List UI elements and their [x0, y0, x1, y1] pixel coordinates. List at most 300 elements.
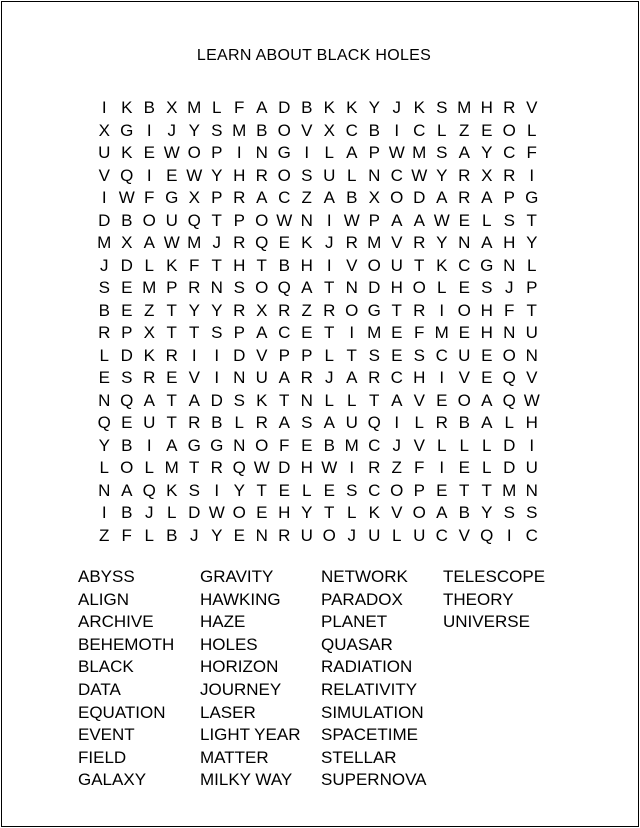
grid-letter: S — [211, 323, 223, 342]
grid-letter: E — [481, 120, 493, 140]
grid-letter: I — [214, 480, 220, 500]
grid-letter: O — [367, 255, 381, 275]
grid-letter: A — [436, 503, 448, 522]
grid-letter: B — [166, 525, 178, 545]
grid-letter: O — [502, 120, 516, 140]
grid-letter: C — [503, 143, 516, 162]
grid-letter: R — [300, 368, 313, 387]
grid-letter: M — [97, 233, 112, 252]
grid-letter: E — [121, 278, 133, 297]
grid-letter: G — [525, 188, 539, 207]
grid-letter: P — [413, 480, 425, 500]
grid-letter: B — [278, 255, 290, 275]
grid-letter: O — [255, 278, 269, 297]
grid-letter: G — [120, 120, 134, 140]
grid-letter: Z — [301, 188, 312, 207]
grid-letter: S — [436, 98, 448, 117]
grid-letter: W — [523, 390, 540, 410]
grid-letter: X — [143, 323, 155, 342]
grid-letter: F — [144, 188, 155, 207]
grid-letter: D — [120, 345, 133, 365]
grid-letter: V — [526, 368, 538, 387]
grid-letter: R — [233, 188, 246, 207]
grid-letter: E — [166, 368, 178, 387]
grid-letter: E — [98, 368, 110, 387]
grid-letter: W — [276, 210, 293, 230]
grid-letter: I — [326, 255, 332, 275]
grid-letter: E — [481, 368, 493, 387]
grid-letter: H — [233, 255, 246, 275]
grid-letter: D — [278, 98, 291, 117]
grid-letter: O — [412, 503, 426, 522]
grid-letter: U — [98, 143, 111, 162]
grid-letter: I — [529, 165, 535, 185]
grid-letter: T — [279, 390, 290, 410]
grid-letter: A — [143, 233, 155, 252]
grid-letter: B — [211, 413, 223, 432]
word-list-item: TELESCOPE — [443, 567, 546, 586]
grid-letter: O — [255, 435, 269, 455]
grid-letter: P — [278, 345, 290, 365]
grid-letter: R — [503, 165, 516, 185]
grid-letter: Y — [188, 300, 200, 320]
grid-letter: I — [394, 413, 400, 432]
grid-letter: A — [278, 368, 290, 387]
grid-letter: U — [390, 255, 403, 275]
grid-letter: Y — [211, 525, 223, 545]
grid-letter: S — [413, 345, 425, 365]
grid-letter: O — [322, 525, 336, 545]
grid-letter: Q — [120, 165, 134, 185]
grid-letter: L — [392, 525, 402, 545]
grid-letter: L — [234, 413, 244, 432]
grid-letter: W — [343, 210, 360, 230]
grid-letter: K — [323, 98, 335, 117]
grid-letter: S — [481, 278, 493, 297]
grid-letter: U — [458, 345, 471, 365]
grid-letter: B — [98, 300, 110, 320]
grid-letter: G — [277, 143, 291, 162]
word-list-item: PARADOX — [321, 589, 403, 609]
grid-letter: K — [436, 255, 448, 275]
grid-letter: D — [413, 188, 426, 207]
grid-letter: D — [120, 255, 133, 275]
grid-letter: K — [166, 255, 178, 275]
word-list-item: ARCHIVE — [78, 612, 154, 632]
grid-letter: B — [301, 98, 313, 117]
grid-letter: H — [300, 458, 313, 477]
grid-letter: H — [480, 323, 493, 342]
grid-letter: D — [210, 390, 223, 410]
grid-letter: S — [436, 143, 448, 162]
grid-letter: O — [390, 480, 404, 500]
grid-letter: N — [503, 255, 516, 275]
grid-letter: K — [166, 480, 178, 500]
grid-letter: Y — [233, 480, 245, 500]
grid-letter: S — [368, 345, 380, 365]
grid-letter: C — [390, 165, 403, 185]
grid-letter: P — [211, 188, 223, 207]
grid-letter: L — [482, 210, 492, 230]
grid-letter: E — [278, 480, 290, 500]
grid-letter: J — [325, 368, 334, 387]
grid-letter: N — [255, 525, 268, 545]
grid-letter: A — [481, 413, 493, 432]
grid-letter: B — [458, 413, 470, 432]
grid-letter: L — [144, 458, 154, 477]
grid-letter: S — [98, 278, 110, 297]
grid-letter: J — [167, 120, 176, 140]
grid-letter: R — [458, 188, 471, 207]
grid-letter: P — [233, 323, 245, 342]
grid-letter: M — [367, 233, 382, 252]
grid-letter: A — [323, 413, 335, 432]
grid-letter: R — [233, 233, 246, 252]
grid-letter: M — [502, 480, 517, 500]
grid-letter: V — [256, 345, 268, 365]
grid-letter: E — [458, 323, 470, 342]
grid-letter: Q — [255, 233, 269, 252]
grid-letter: O — [142, 210, 156, 230]
grid-letter: A — [256, 323, 268, 342]
grid-letter: N — [525, 480, 538, 500]
grid-letter: F — [189, 255, 200, 275]
grid-letter: K — [256, 390, 268, 410]
grid-letter: L — [482, 458, 492, 477]
grid-letter: C — [345, 120, 358, 140]
letter-grid — [93, 97, 543, 547]
word-list-item: EVENT — [78, 725, 135, 745]
grid-letter: G — [480, 255, 494, 275]
grid-letter: T — [324, 503, 335, 522]
grid-letter: A — [256, 188, 268, 207]
word-list-item: BEHEMOTH — [78, 634, 175, 654]
grid-letter: L — [482, 435, 492, 455]
grid-letter: E — [166, 165, 178, 185]
grid-letter: H — [278, 503, 291, 522]
grid-letter: O — [232, 503, 246, 522]
grid-letter: V — [526, 98, 538, 117]
grid-letter: A — [413, 210, 425, 230]
grid-letter: C — [390, 368, 403, 387]
grid-letter: E — [391, 323, 403, 342]
grid-letter: O — [255, 210, 269, 230]
grid-letter: J — [145, 503, 154, 522]
word-list-item: HOLES — [200, 634, 258, 654]
grid-letter: K — [121, 143, 133, 162]
grid-letter: V — [391, 233, 403, 252]
grid-letter: R — [98, 323, 111, 342]
grid-letter: V — [301, 120, 313, 140]
grid-letter: H — [300, 255, 313, 275]
grid-letter: T — [211, 255, 222, 275]
grid-letter: L — [347, 165, 357, 185]
grid-letter: V — [458, 368, 470, 387]
grid-letter: S — [211, 120, 223, 140]
grid-letter: C — [278, 188, 291, 207]
word-list-item: HAZE — [200, 612, 246, 632]
grid-letter: P — [368, 210, 380, 230]
grid-letter: P — [166, 278, 178, 297]
grid-letter: B — [458, 503, 470, 522]
grid-letter: W — [253, 458, 270, 477]
grid-letter: R — [368, 368, 381, 387]
grid-letter: D — [233, 345, 246, 365]
grid-letter: R — [413, 300, 426, 320]
grid-letter: I — [529, 435, 535, 455]
grid-letter: T — [526, 210, 537, 230]
grid-letter: Z — [459, 120, 470, 140]
grid-letter: R — [323, 300, 336, 320]
grid-letter: O — [457, 390, 471, 410]
grid-letter: W — [186, 165, 203, 185]
grid-letter: U — [525, 458, 538, 477]
grid-letter: N — [300, 210, 313, 230]
grid-letter: N — [300, 390, 313, 410]
grid-letter: W — [321, 458, 338, 477]
grid-letter: Q — [502, 390, 516, 410]
grid-letter: V — [413, 435, 425, 455]
grid-letter: J — [190, 525, 199, 545]
grid-letter: A — [121, 480, 133, 500]
grid-letter: O — [412, 278, 426, 297]
word-list-item: EQUATION — [78, 702, 166, 722]
grid-letter: M — [412, 143, 427, 162]
word-list-item: SPACETIME — [321, 725, 418, 745]
grid-letter: A — [481, 233, 493, 252]
word-list-item: QUASAR — [321, 634, 393, 654]
grid-letter: A — [143, 390, 155, 410]
grid-letter: I — [439, 368, 445, 387]
word-list-item: RADIATION — [321, 657, 413, 677]
grid-letter: F — [234, 98, 245, 117]
grid-letter: O — [457, 300, 471, 320]
grid-letter: B — [256, 120, 268, 140]
grid-letter: T — [324, 278, 335, 297]
grid-letter: U — [345, 413, 358, 432]
grid-letter: X — [368, 188, 380, 207]
grid-letter: M — [434, 323, 449, 342]
grid-letter: E — [301, 323, 313, 342]
grid-letter: S — [526, 503, 538, 522]
grid-letter: J — [100, 255, 109, 275]
grid-letter: J — [505, 278, 514, 297]
grid-letter: V — [458, 525, 470, 545]
grid-letter: L — [437, 435, 447, 455]
grid-letter: P — [301, 345, 313, 365]
word-list-item: NETWORK — [321, 567, 408, 586]
word-list-item: HAWKING — [200, 589, 281, 609]
grid-letter: W — [163, 143, 180, 162]
word-list-column — [78, 566, 208, 792]
grid-letter: R — [413, 233, 426, 252]
grid-letter: U — [165, 210, 178, 230]
grid-letter: Y — [481, 503, 493, 522]
grid-letter: I — [101, 503, 107, 522]
grid-letter: L — [527, 120, 537, 140]
grid-letter: E — [436, 480, 448, 500]
grid-letter: M — [187, 233, 202, 252]
grid-letter: J — [347, 525, 356, 545]
grid-letter: Y — [526, 233, 538, 252]
grid-letter: P — [526, 278, 538, 297]
grid-letter: L — [527, 255, 537, 275]
grid-letter: O — [187, 143, 201, 162]
grid-letter: X — [166, 98, 178, 117]
grid-letter: N — [345, 278, 358, 297]
grid-letter: E — [278, 233, 290, 252]
grid-letter: H — [480, 300, 493, 320]
grid-letter: H — [480, 98, 493, 117]
grid-letter: I — [146, 435, 152, 455]
grid-letter: Z — [144, 300, 155, 320]
grid-letter: A — [301, 278, 313, 297]
grid-letter: K — [368, 503, 380, 522]
grid-letter: A — [458, 143, 470, 162]
grid-letter: A — [346, 143, 358, 162]
grid-letter: M — [187, 98, 202, 117]
grid-letter: F — [279, 435, 290, 455]
grid-letter: U — [413, 525, 426, 545]
grid-letter: Y — [211, 300, 223, 320]
grid-letter: U — [525, 323, 538, 342]
grid-letter: E — [436, 390, 448, 410]
grid-letter: Z — [99, 525, 110, 545]
grid-letter: T — [391, 300, 402, 320]
grid-letter: S — [503, 210, 515, 230]
grid-letter: L — [504, 413, 514, 432]
grid-letter: Q — [120, 390, 134, 410]
grid-letter: P — [121, 323, 133, 342]
grid-letter: A — [166, 435, 178, 455]
grid-letter: N — [233, 435, 246, 455]
grid-letter: E — [323, 480, 335, 500]
word-list-item: ABYSS — [78, 567, 135, 586]
grid-letter: W — [411, 165, 428, 185]
grid-letter: V — [391, 503, 403, 522]
grid-letter: O — [277, 165, 291, 185]
grid-letter: J — [212, 233, 221, 252]
grid-letter: Y — [436, 165, 448, 185]
grid-letter: R — [368, 458, 381, 477]
grid-letter: U — [255, 368, 268, 387]
grid-letter: C — [435, 345, 448, 365]
grid-letter: E — [458, 458, 470, 477]
grid-letter: I — [101, 188, 107, 207]
grid-letter: I — [146, 165, 152, 185]
grid-letter: R — [233, 300, 246, 320]
grid-letter: R — [458, 165, 471, 185]
grid-letter: L — [99, 458, 109, 477]
grid-letter: E — [121, 300, 133, 320]
grid-letter: H — [413, 368, 426, 387]
grid-letter: O — [277, 120, 291, 140]
grid-letter: I — [326, 210, 332, 230]
grid-letter: S — [301, 165, 313, 185]
grid-letter: V — [413, 390, 425, 410]
word-list-item: STELLAR — [321, 747, 397, 767]
grid-letter: S — [346, 480, 358, 500]
grid-letter: H — [233, 165, 246, 185]
grid-letter: H — [503, 233, 516, 252]
grid-letter: M — [344, 435, 359, 455]
puzzle-title: LEARN ABOUT BLACK HOLES — [196, 47, 432, 64]
grid-letter: W — [118, 188, 135, 207]
grid-letter: Q — [97, 413, 111, 432]
grid-letter: D — [98, 210, 111, 230]
grid-letter: R — [188, 278, 201, 297]
grid-letter: R — [278, 300, 291, 320]
grid-letter: T — [526, 300, 537, 320]
grid-letter: P — [233, 210, 245, 230]
word-list-item: HORIZON — [200, 657, 279, 677]
grid-letter: U — [368, 525, 381, 545]
word-list-item: THEORY — [443, 589, 514, 609]
grid-letter: I — [439, 300, 445, 320]
grid-letter: D — [278, 458, 291, 477]
grid-letter: N — [98, 480, 111, 500]
grid-letter: I — [191, 345, 197, 365]
grid-letter: Y — [436, 233, 448, 252]
grid-letter: T — [414, 255, 425, 275]
grid-letter: F — [526, 143, 537, 162]
grid-letter: I — [101, 98, 107, 117]
grid-letter: A — [256, 98, 268, 117]
grid-letter: E — [458, 278, 470, 297]
grid-letter: S — [188, 480, 200, 500]
word-list-item: MILKY WAY — [200, 770, 293, 790]
grid-letter: K — [121, 98, 133, 117]
grid-letter: X — [121, 233, 133, 252]
grid-letter: A — [436, 188, 448, 207]
grid-letter: C — [525, 525, 538, 545]
grid-letter: K — [346, 98, 358, 117]
grid-letter: L — [347, 390, 357, 410]
grid-letter: A — [188, 390, 200, 410]
grid-letter: C — [368, 480, 381, 500]
grid-letter: G — [367, 300, 381, 320]
grid-letter: Y — [368, 98, 380, 117]
grid-letter: B — [323, 435, 335, 455]
grid-letter: S — [301, 413, 313, 432]
grid-letter: C — [413, 120, 426, 140]
grid-letter: L — [144, 525, 154, 545]
grid-letter: L — [414, 413, 424, 432]
grid-letter: E — [481, 345, 493, 365]
grid-letter: B — [346, 188, 358, 207]
grid-letter: T — [459, 480, 470, 500]
grid-letter: I — [349, 323, 355, 342]
grid-letter: D — [368, 278, 381, 297]
grid-letter: L — [459, 435, 469, 455]
word-list-item: SIMULATION — [321, 702, 424, 722]
grid-letter: T — [256, 255, 267, 275]
grid-letter: L — [167, 503, 177, 522]
grid-letter: F — [414, 323, 425, 342]
word-list-column — [443, 566, 573, 634]
grid-letter: W — [433, 210, 450, 230]
grid-letter: P — [503, 188, 515, 207]
grid-letter: R — [165, 345, 178, 365]
grid-letter: I — [439, 458, 445, 477]
grid-letter: D — [503, 458, 516, 477]
grid-letter: M — [367, 323, 382, 342]
grid-letter: T — [189, 323, 200, 342]
grid-letter: T — [166, 300, 177, 320]
grid-letter: E — [233, 525, 245, 545]
grid-letter: I — [349, 458, 355, 477]
grid-letter: T — [166, 413, 177, 432]
